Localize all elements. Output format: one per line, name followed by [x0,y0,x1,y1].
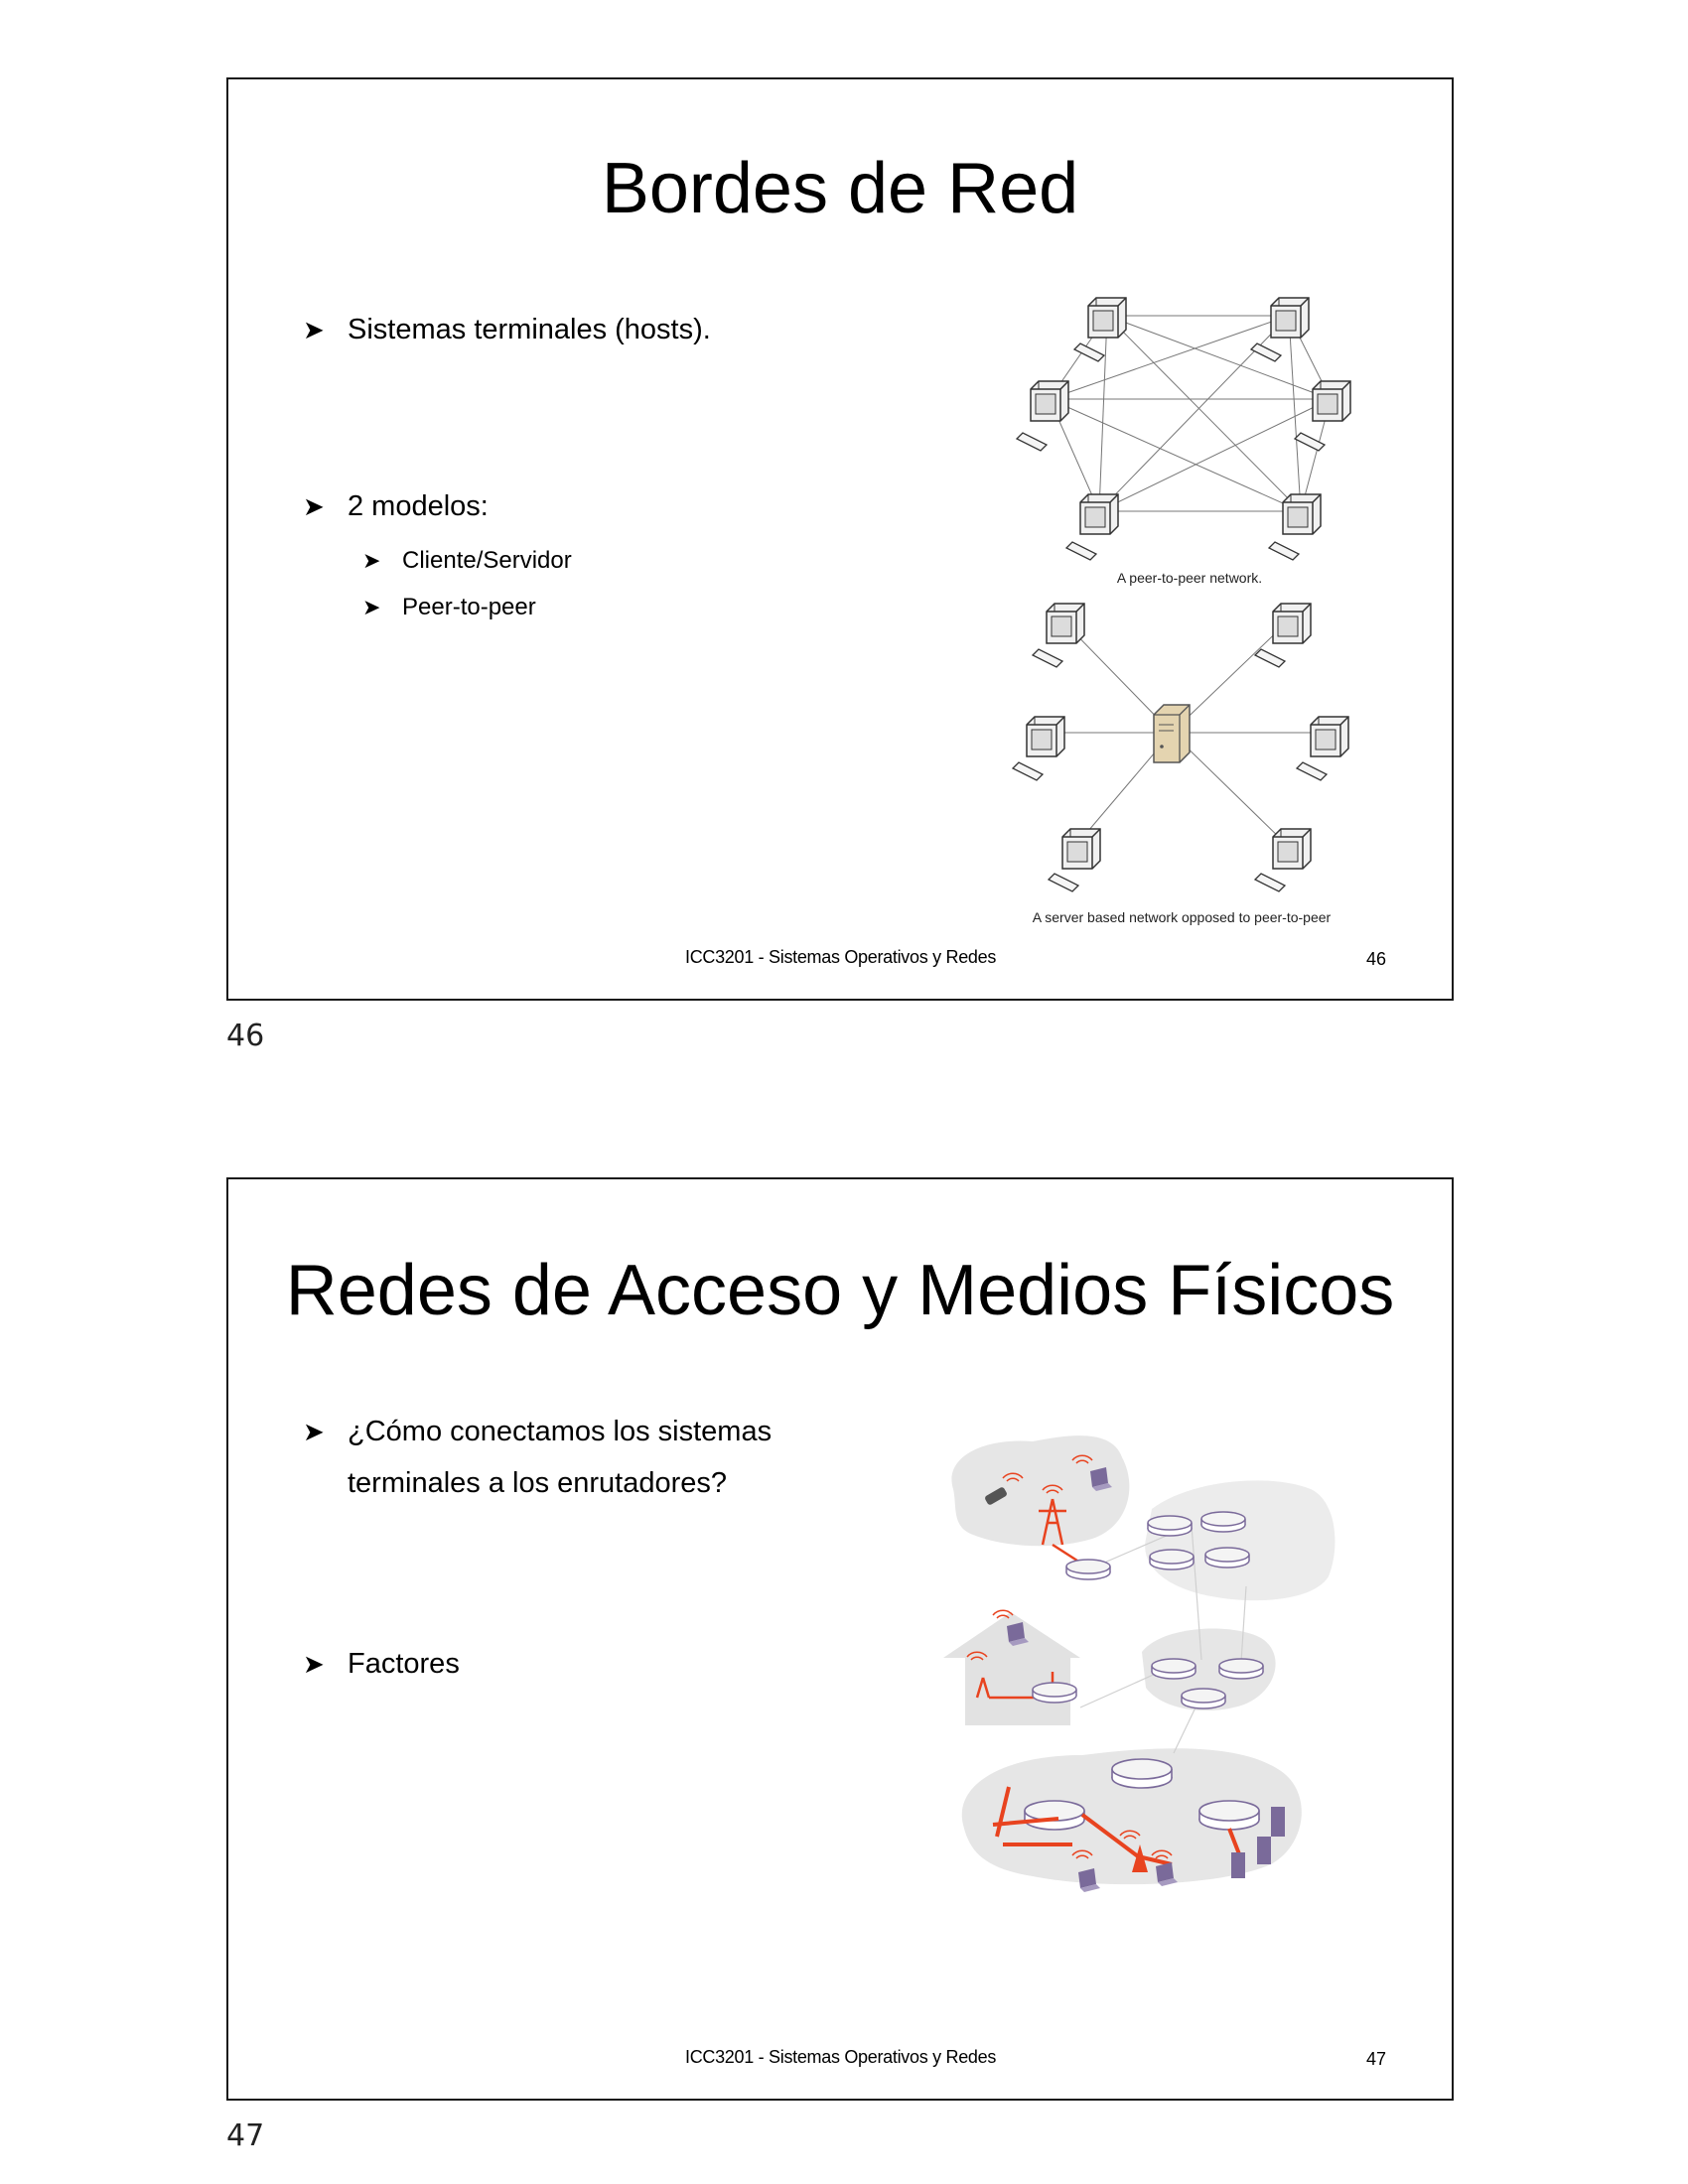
p2p-caption: A peer-to-peer network. [1116,570,1263,586]
network-models-figure [1003,288,1360,923]
slide-number: 46 [1366,949,1387,969]
router-icon [1066,1560,1110,1579]
slide-46 [226,77,1454,1001]
page-label: 47 [226,2118,265,2153]
bullet-arrow-icon: ➤ [303,491,325,521]
bullet-factores: ➤ Factores [348,1638,460,1690]
bullet-como-conectamos: ➤ ¿Cómo conectamos los sistemas [348,1406,772,1457]
slide-title: Redes de Acceso y Medios Físicos [285,1251,1395,1330]
bullet-continuation: terminales a los enrutadores? [348,1467,728,1499]
page-label: 46 [226,1019,265,1053]
bullet-arrow-icon: ➤ [362,548,381,573]
p2p-computer-icon [1017,298,1350,560]
sub-bullet-peer-to-peer: ➤ Peer-to-peer [402,588,536,627]
slide-number: 47 [1366,2049,1387,2069]
slide-47 [226,1177,1454,2101]
bullet-arrow-icon: ➤ [303,315,325,344]
slide-footer: ICC3201 - Sistemas Operativos y Redes [685,2047,997,2067]
sub-bullet-cliente-servidor: ➤ Cliente/Servidor [402,541,572,581]
server-icon [1154,705,1190,762]
access-networks-figure [943,1428,1340,1924]
bullet-modelos: ➤ 2 modelos: [348,480,489,532]
bullet-arrow-icon: ➤ [362,595,381,619]
p2p-links [1050,316,1331,511]
slide-title: Bordes de Red [601,149,1079,228]
bullet-arrow-icon: ➤ [303,1649,325,1679]
server-caption: A server based network opposed to peer-to-peer [1032,909,1332,925]
bullet-hosts: ➤ Sistemas terminales (hosts). [348,304,711,355]
slide-footer: ICC3201 - Sistemas Operativos y Redes [685,947,997,967]
bullet-arrow-icon: ➤ [303,1417,325,1446]
